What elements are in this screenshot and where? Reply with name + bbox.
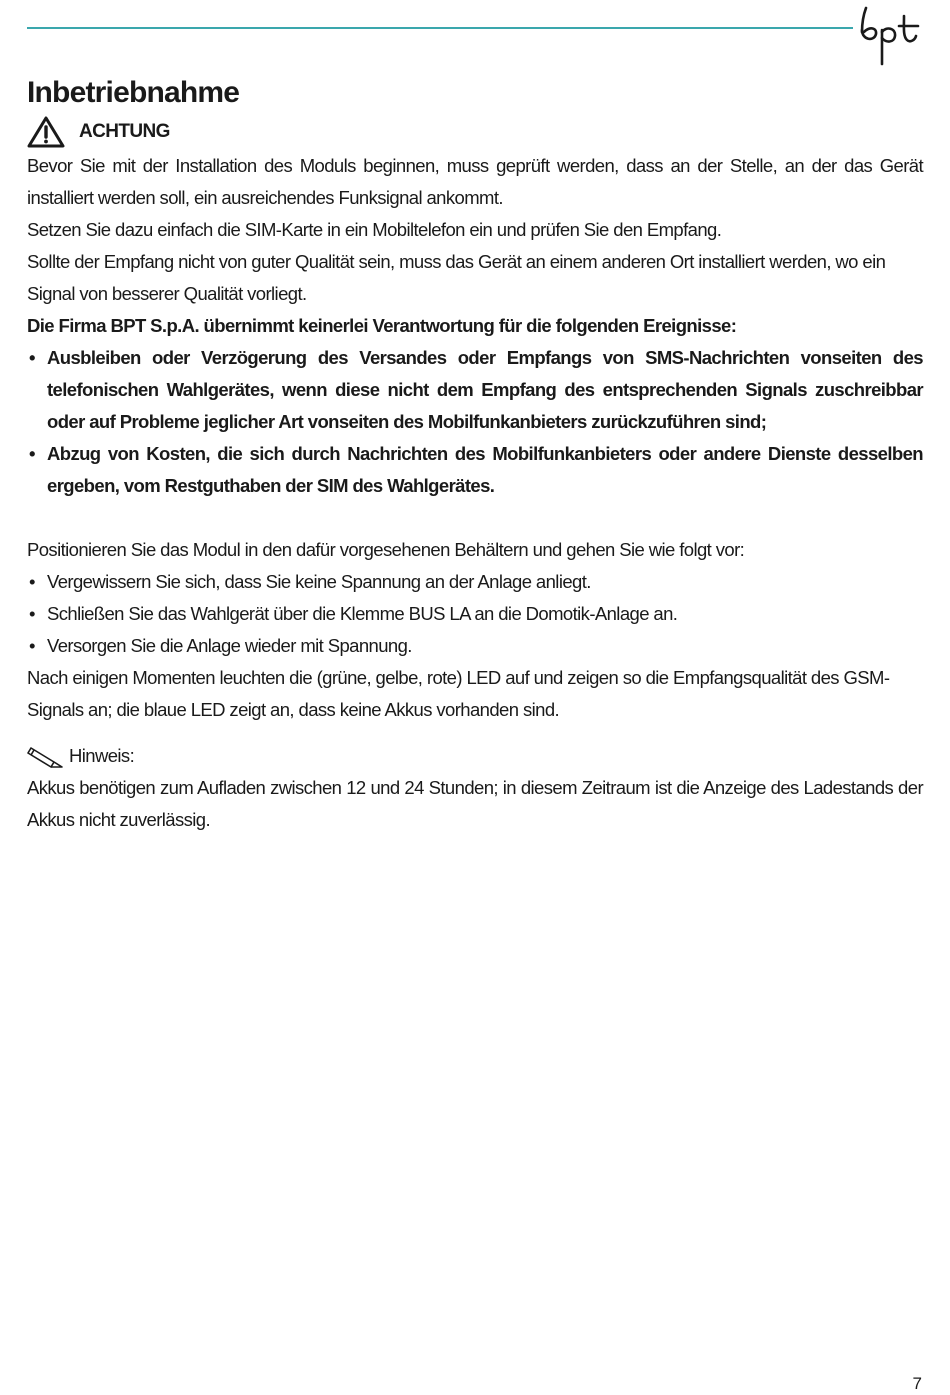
bpt-logo xyxy=(852,6,922,68)
page-number: 7 xyxy=(912,1374,922,1393)
warning-heading xyxy=(27,114,923,150)
list-item: • Abzug von Kosten, die sich durch Nachrichten des Mobilfunkanbieters oder andere Dienste desselben ergeben, vom Restguthaben der SIM des Wahlgerätes. xyxy=(27,438,923,502)
pencil-icon xyxy=(27,743,65,769)
disclaimer-text: Die Firma BPT S.p.A. übernimmt keinerlei Verantwortung für die folgenden Ereignisse: xyxy=(27,315,737,336)
warning-label: ACHTUNG xyxy=(79,121,170,142)
procedure-steps xyxy=(27,566,923,662)
header-rule xyxy=(27,27,853,29)
procedure-intro: Positionieren Sie das Modul in den dafür vorgesehenen Behältern und gehen Sie wie folgt vor: xyxy=(27,539,745,560)
list-item: • Schließen Sie das Wahlgerät über die Klemme BUS LA an die Domotik-Anlage an. xyxy=(27,598,923,630)
page-title: Inbetriebnahme xyxy=(27,76,240,109)
list-item: • Vergewissern Sie sich, dass Sie keine Spannung an der Anlage anliegt. xyxy=(27,566,923,598)
warning-paragraph: Sollte der Empfang nicht von guter Qualität sein, muss das Gerät an einem anderen Ort installiert werden, wo ein Signal von besserer Qualität vorliegt. xyxy=(27,251,886,304)
disclaimer-list xyxy=(27,342,923,502)
list-item: • Versorgen Sie die Anlage wieder mit Spannung. xyxy=(27,630,923,662)
warning-icon xyxy=(27,116,65,148)
note-heading xyxy=(27,740,923,772)
warning-paragraph: Bevor Sie mit der Installation des Moduls beginnen, muss geprüft werden, dass an der Stelle, an der das Gerät installiert werden soll, ein ausreichendes Funksignal ankommt. xyxy=(27,155,923,208)
note-text: Akkus benötigen zum Aufladen zwischen 12 und 24 Stunden; in diesem Zeitraum ist die Anzeige des Ladestands der Akkus nicht zuverlässig. xyxy=(27,777,923,830)
list-item: • Ausbleiben oder Verzögerung des Versandes oder Empfangs von SMS-Nachrichten vonseiten des telefonischen Wahlgerätes, wenn diese nicht dem Empfang des entsprechenden Signals zuschreibbar oder auf Probleme jeglicher Art vonseiten des Mobilfunkanbieters zurückzuführen sind; xyxy=(27,342,923,438)
warning-paragraph: Setzen Sie dazu einfach die SIM-Karte in ein Mobiltelefon ein und prüfen Sie den Empfang. xyxy=(27,219,722,240)
procedure-result: Nach einigen Momenten leuchten die (grüne, gelbe, rote) LED auf und zeigen so die Empfangsqualität des GSM-Signals an; die blaue LED zeigt an, dass keine Akkus vorhanden sind. xyxy=(27,667,890,720)
note-label: Hinweis: xyxy=(69,745,135,766)
page-content xyxy=(27,72,923,836)
